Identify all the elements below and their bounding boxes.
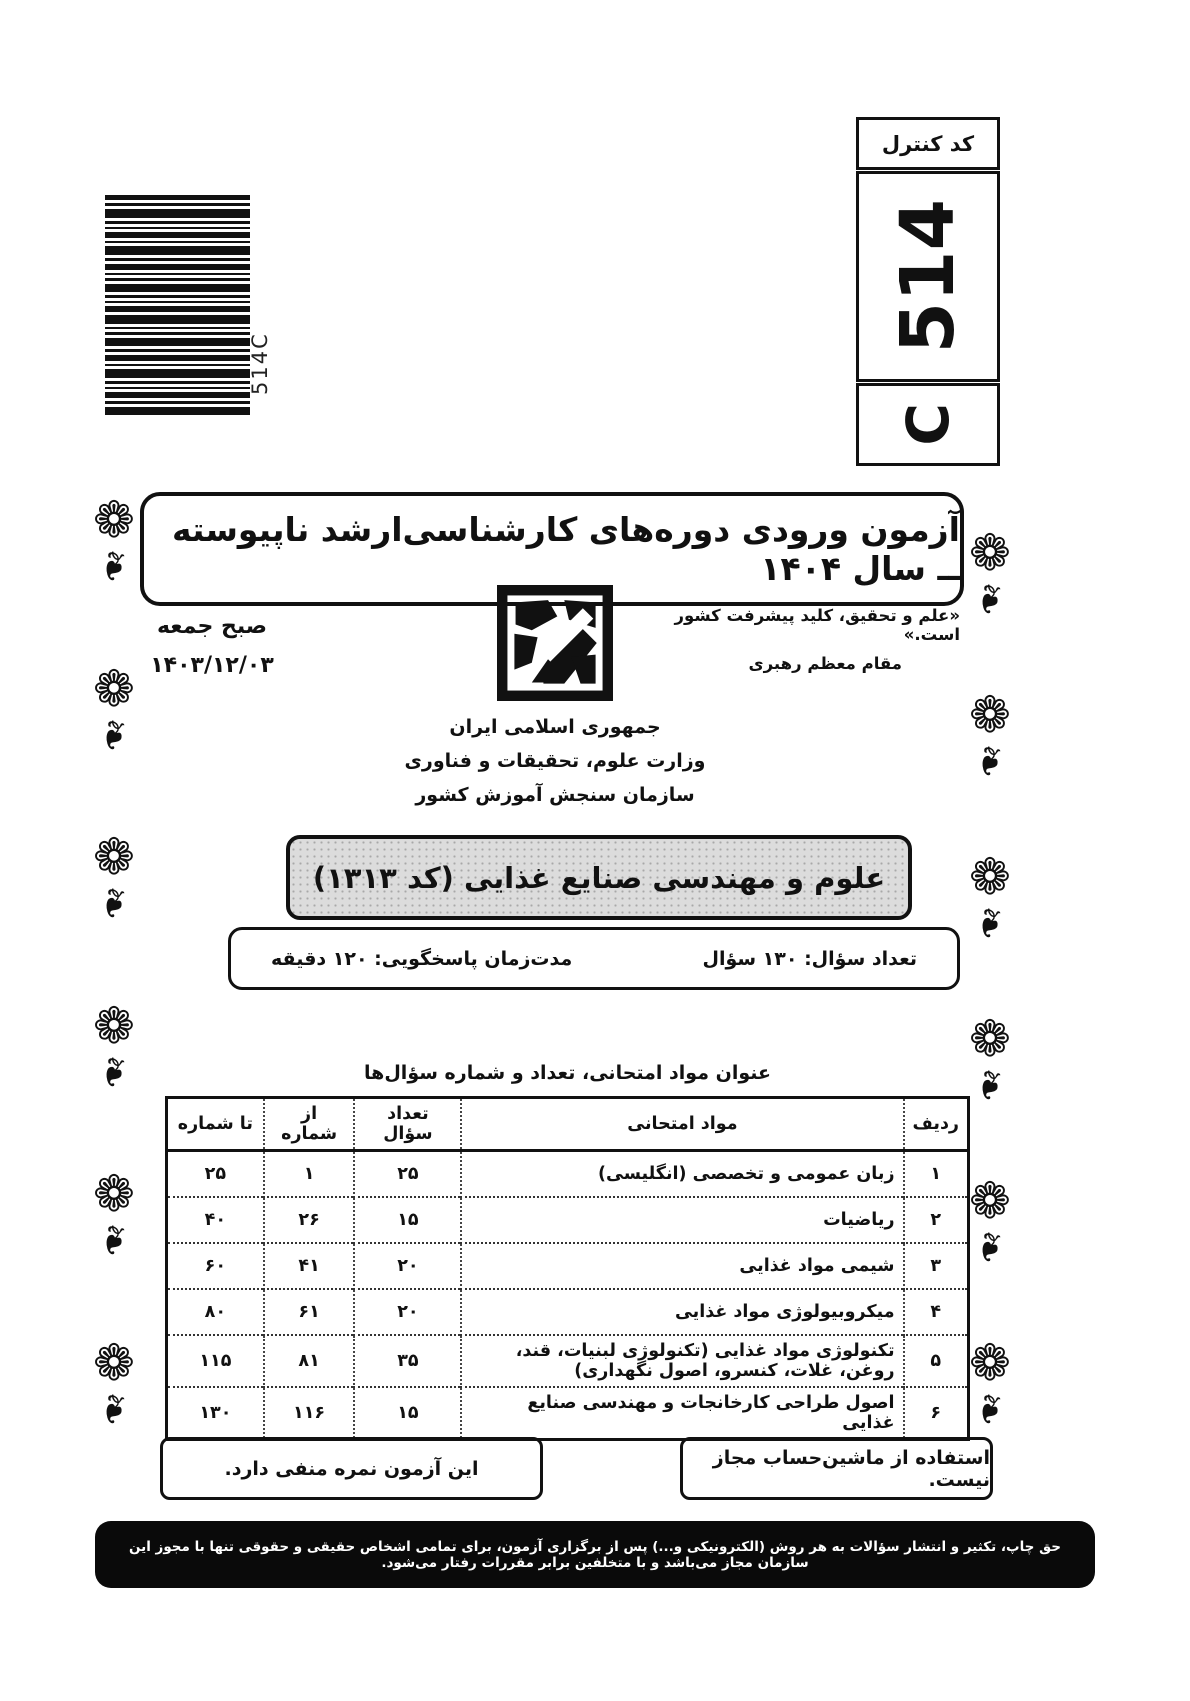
control-code-label-box <box>856 117 1000 170</box>
negative-mark-notice-box <box>160 1437 543 1500</box>
table-row <box>167 1243 969 1289</box>
quote-attribution: مقام معظم رهبری <box>748 654 902 673</box>
cell-from: ۶۱ <box>264 1289 355 1335</box>
calculator-notice-box <box>680 1437 993 1500</box>
table-header-row <box>167 1098 969 1151</box>
quote-block <box>648 606 960 673</box>
cell-count: ۳۵ <box>354 1335 461 1387</box>
cell-subject: زبان عمومی و تخصصی (انگلیسی) <box>461 1151 903 1198</box>
cell-from: ۱۱۶ <box>264 1387 355 1440</box>
cell-count: ۱۵ <box>354 1197 461 1243</box>
cell-to: ۱۳۰ <box>167 1387 264 1440</box>
cell-count: ۲۰ <box>354 1243 461 1289</box>
floral-ornament-icon <box>969 690 1011 782</box>
control-code-number-box <box>856 171 1000 382</box>
floral-ornament-icon <box>969 1176 1011 1268</box>
answer-duration: مدت‌زمان پاسخگویی: ۱۲۰ دقیقه <box>271 947 573 970</box>
cell-count: ۲۵ <box>354 1151 461 1198</box>
org-line-country: جمهوری اسلامی ایران <box>449 716 661 738</box>
control-code-letter: C <box>894 403 962 446</box>
barcode <box>105 195 250 415</box>
floral-ornament-icon <box>969 528 1011 620</box>
cell-from: ۱ <box>264 1151 355 1198</box>
cell-to: ۶۰ <box>167 1243 264 1289</box>
cell-to: ۴۰ <box>167 1197 264 1243</box>
question-count: تعداد سؤال: ۱۳۰ سؤال <box>702 947 917 970</box>
control-code-letter-box <box>856 383 1000 466</box>
org-line-agency: سازمان سنجش آموزش کشور <box>415 784 695 806</box>
copyright-text: حق چاپ، تکثیر و انتشار سؤالات به هر روش (الکترونیکی و...) پس از برگزاری آزمون، برای تمامی اشخاص حقیقی و حقوقی تنها با مجوز این سازمان مجاز می‌باشد و با متخلفین برابر مقررات رفتار می‌شود. <box>129 1538 1061 1571</box>
table-row <box>167 1197 969 1243</box>
cell-row: ۵ <box>904 1335 969 1387</box>
floral-ornament-icon <box>969 1014 1011 1106</box>
control-code-label: کد کنترل <box>881 131 975 156</box>
table-row <box>167 1387 969 1440</box>
sanjesh-logo-icon <box>497 585 613 701</box>
org-line-ministry: وزارت علوم، تحقیقات و فناوری <box>404 750 706 772</box>
cell-count: ۱۵ <box>354 1387 461 1440</box>
floral-ornament-icon <box>969 852 1011 944</box>
exam-title: آزمون ورودی دوره‌های کارشناسی‌ارشد ناپیوسته ــ سال ۱۴۰۴ <box>171 510 960 588</box>
floral-ornament-icon <box>93 1338 135 1430</box>
header-subject: مواد امتحانی <box>461 1098 903 1151</box>
session-day: صبح جمعه <box>156 614 268 639</box>
organization-block <box>395 710 715 812</box>
cell-from: ۸۱ <box>264 1335 355 1387</box>
cell-to: ۲۵ <box>167 1151 264 1198</box>
cell-count: ۲۰ <box>354 1289 461 1335</box>
table-title: عنوان مواد امتحانی، تعداد و شماره سؤال‌ها <box>364 1062 771 1084</box>
floral-ornament-icon <box>93 1001 135 1093</box>
subject-title-box <box>286 835 912 920</box>
cell-row: ۴ <box>904 1289 969 1335</box>
floral-ornament-icon <box>969 1338 1011 1430</box>
cell-to: ۱۱۵ <box>167 1335 264 1387</box>
floral-ornament-icon <box>93 832 135 924</box>
barcode-number-label: 514C <box>248 332 272 395</box>
calculator-notice: استفاده از ماشین‌حساب مجاز نیست. <box>712 1446 990 1491</box>
table-row <box>167 1151 969 1198</box>
cell-subject: تکنولوژی مواد غذایی (تکنولوژی لبنیات، قند، روغن، غلات، کنسرو، اصول نگهداری) <box>461 1335 903 1387</box>
cell-row: ۳ <box>904 1243 969 1289</box>
header-to: تا شماره <box>167 1098 264 1151</box>
negative-mark-notice: این آزمون نمره منفی دارد. <box>224 1457 479 1480</box>
cell-subject: ریاضیات <box>461 1197 903 1243</box>
cell-subject: میکروبیولوژی مواد غذایی <box>461 1289 903 1335</box>
copyright-bar <box>95 1521 1095 1588</box>
table-row <box>167 1335 969 1387</box>
cell-to: ۸۰ <box>167 1289 264 1335</box>
cell-row: ۲ <box>904 1197 969 1243</box>
control-code-number: 514 <box>885 199 971 354</box>
header-count: تعداد سؤال <box>354 1098 461 1151</box>
session-date: ۱۴۰۳/۱۲/۰۳ <box>150 653 274 678</box>
header-from: از شماره <box>264 1098 355 1151</box>
cell-from: ۲۶ <box>264 1197 355 1243</box>
cell-subject: اصول طراحی کارخانجات و مهندسی صنایع غذایی <box>461 1387 903 1440</box>
exam-info-box <box>228 927 960 990</box>
cell-row: ۶ <box>904 1387 969 1440</box>
floral-ornament-icon <box>93 1169 135 1261</box>
subjects-table <box>165 1096 970 1441</box>
cell-from: ۴۱ <box>264 1243 355 1289</box>
floral-ornament-icon <box>93 495 135 587</box>
cell-row: ۱ <box>904 1151 969 1198</box>
table-row <box>167 1289 969 1335</box>
subject-title: علوم و مهندسی صنایع غذایی (کد ۱۳۱۳) <box>312 860 886 895</box>
cell-subject: شیمی مواد غذایی <box>461 1243 903 1289</box>
barcode-stripes-icon <box>105 195 250 415</box>
quote-text: «علم و تحقیق، کلید پیشرفت کشور است.» <box>674 606 960 644</box>
session-block <box>128 614 296 678</box>
header-row-number: ردیف <box>904 1098 969 1151</box>
